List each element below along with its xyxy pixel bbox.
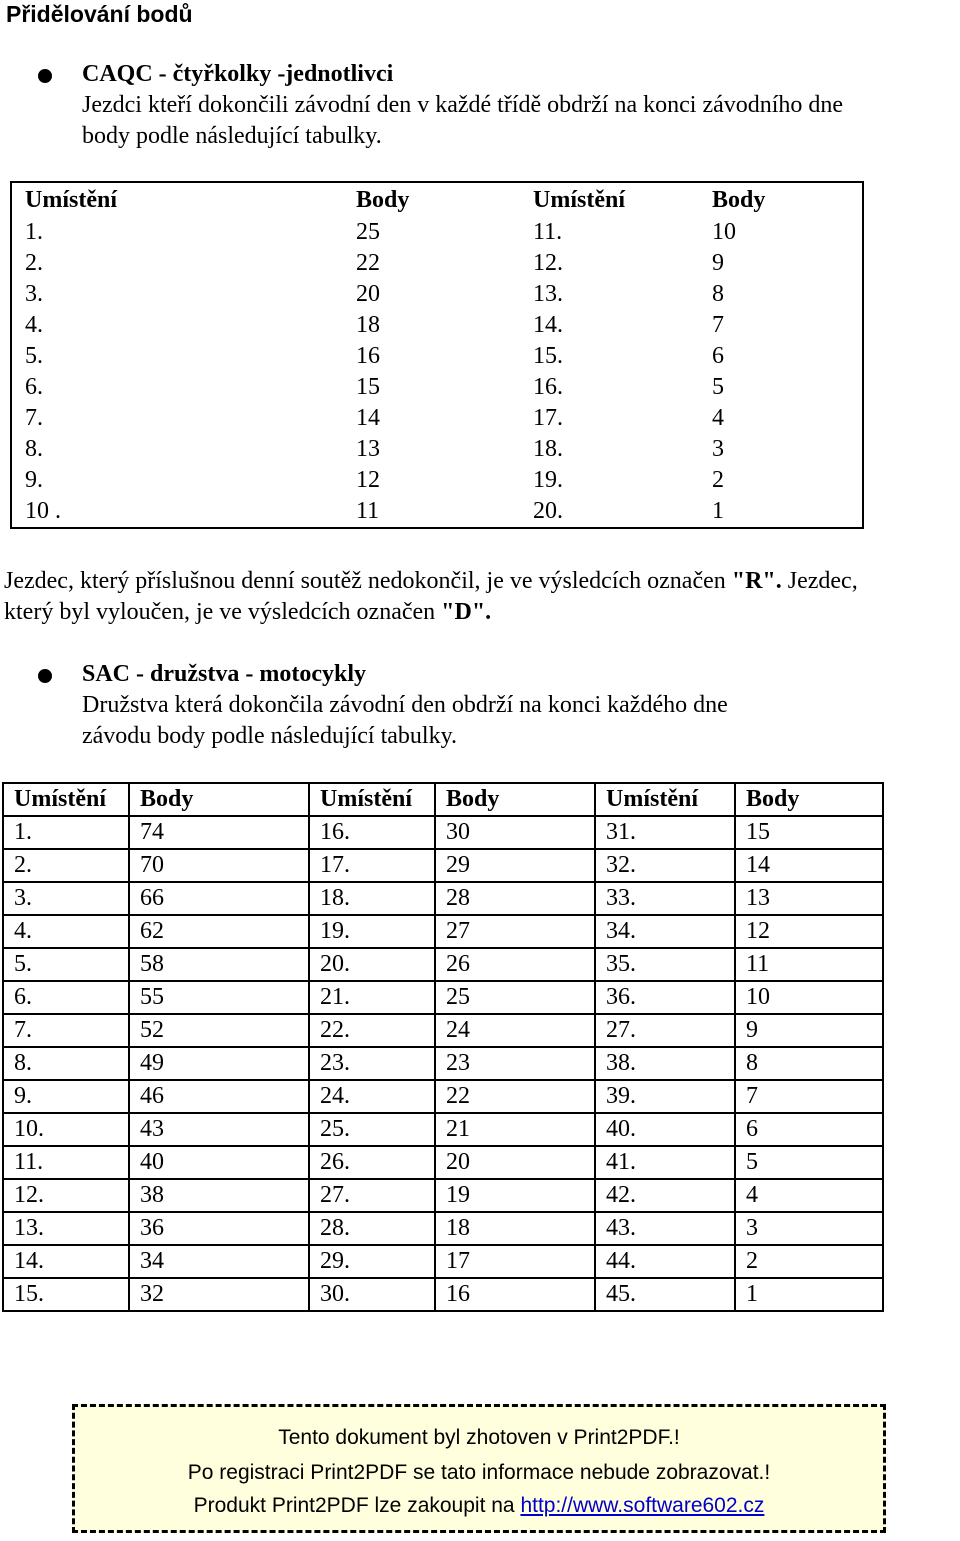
table-cell: 17. [533,405,563,431]
table-cell: 12. [533,250,563,276]
table-cell: 7 [712,312,724,338]
table-cell: 3. [25,281,43,307]
table-cell: 9. [3,1080,129,1113]
table-cell: 2. [25,250,43,276]
table-cell: 4 [712,405,724,431]
table-cell: 52 [129,1014,309,1047]
table-cell: 34 [129,1245,309,1278]
table-row [3,1245,883,1278]
table-cell: 70 [129,849,309,882]
table-row [3,1146,883,1179]
table-row [3,816,883,849]
table-cell: 18 [435,1212,595,1245]
table-cell: 2 [712,467,724,493]
table-row [11,248,863,279]
software602-link[interactable]: http://www.software602.cz [520,1494,765,1517]
table-header-cell: Umístění [309,783,435,816]
table-cell: 10. [3,1113,129,1146]
table-cell: 16. [309,816,435,849]
table-cell: 42. [595,1179,735,1212]
table-cell: 16 [435,1278,595,1311]
table-cell: 1 [712,498,724,524]
table-cell: 26 [435,948,595,981]
table-cell: 33. [595,882,735,915]
table-cell: 20 [356,281,380,307]
table-row [3,1080,883,1113]
table-cell: 15. [533,343,563,369]
table-cell: 5. [25,343,43,369]
table-cell: 18. [533,436,563,462]
table-cell: 10 [735,981,883,1014]
table-cell: 74 [129,816,309,849]
points-table-individuals [10,181,864,529]
bullet-icon [38,669,52,683]
table-cell: 21 [435,1113,595,1146]
page-title: Přidělování bodů [6,1,193,27]
table-cell: 34. [595,915,735,948]
table-row [11,217,863,248]
table-row [3,915,883,948]
table-cell: 30. [309,1278,435,1311]
table-header-cell: Umístění [3,783,129,816]
table-cell: 15 [735,816,883,849]
table-row [3,1212,883,1245]
table-header-cell: Body [435,783,595,816]
table-header-cell: Umístění [25,186,117,213]
section-text-line: závodu body podle následující tabulky. [82,723,458,749]
table-row [3,849,883,882]
table-row [3,1047,883,1080]
section-text-line: Družstva která dokončila závodní den obdrží na konci každého dne [82,692,728,718]
table-cell: 36. [595,981,735,1014]
table-row [3,1179,883,1212]
table-cell: 25 [435,981,595,1014]
table-cell: 20. [533,498,563,524]
table-cell: 16 [356,343,380,369]
table-header-row [11,182,863,217]
table-cell: 9 [735,1014,883,1047]
table-cell: 18. [309,882,435,915]
table-cell: 14 [356,405,380,431]
table-cell: 36 [129,1212,309,1245]
section-heading: CAQC - čtyřkolky -jednotlivci [82,61,394,87]
banner-line [75,1493,883,1519]
table-header-cell: Umístění [533,186,625,213]
table-cell: 12 [735,915,883,948]
table-cell: 38 [129,1179,309,1212]
table-cell: 14 [735,849,883,882]
table-cell: 13 [356,436,380,462]
table-row [11,279,863,310]
table-header-cell: Body [712,186,766,213]
table-cell: 11. [3,1146,129,1179]
table-cell: 43 [129,1113,309,1146]
table-cell: 40 [129,1146,309,1179]
table-cell: 10 . [25,498,61,524]
table-cell: 2. [3,849,129,882]
table-cell: 20. [309,948,435,981]
table-row [11,341,863,372]
table-cell: 46 [129,1080,309,1113]
table-cell: 38. [595,1047,735,1080]
table-cell: 8 [712,281,724,307]
table-cell: 18 [356,312,380,338]
table-cell: 1. [25,219,43,245]
table-cell: 43. [595,1212,735,1245]
table-cell: 27 [435,915,595,948]
table-cell: 22 [356,250,380,276]
table-cell: 35. [595,948,735,981]
table-cell: 28 [435,882,595,915]
table-cell: 32 [129,1278,309,1311]
table-cell: 5. [3,948,129,981]
table-cell: 23. [309,1047,435,1080]
table-cell: 6 [712,343,724,369]
note-line [4,597,491,628]
table-cell: 10 [712,219,736,245]
table-cell: 8 [735,1047,883,1080]
banner-text: Produkt Print2PDF lze zakoupit na [193,1494,521,1517]
table-cell: 15 [356,374,380,400]
table-cell: 14. [533,312,563,338]
table-cell: 39. [595,1080,735,1113]
table-cell: 40. [595,1113,735,1146]
table-cell: 7. [3,1014,129,1047]
note-code-d: "D". [441,599,492,625]
note-text: Jezdec, [781,568,858,594]
table-cell: 9 [712,250,724,276]
bullet-icon [38,69,52,83]
table-cell: 13. [533,281,563,307]
table-cell: 1 [735,1278,883,1311]
table-cell: 66 [129,882,309,915]
table-cell: 4. [3,915,129,948]
table-cell: 3 [735,1212,883,1245]
table-cell: 11. [533,219,563,245]
table-header-cell: Body [129,783,309,816]
table-cell: 6. [3,981,129,1014]
table-cell: 6 [735,1113,883,1146]
table-row [3,1113,883,1146]
print2pdf-banner [72,1404,886,1533]
table-cell: 22 [435,1080,595,1113]
table-cell: 41. [595,1146,735,1179]
table-cell: 29 [435,849,595,882]
table-cell: 28. [309,1212,435,1245]
table-cell: 8. [3,1047,129,1080]
table-cell: 13. [3,1212,129,1245]
table-cell: 45. [595,1278,735,1311]
table-header-row [3,783,883,816]
section-text-line: Jezdci kteří dokončili závodní den v každé třídě obdrží na konci závodního dne [82,92,844,118]
table-cell: 6. [25,374,43,400]
table-cell: 19. [309,915,435,948]
table-cell: 7 [735,1080,883,1113]
table-row [11,496,863,528]
table-cell: 21. [309,981,435,1014]
table-cell: 55 [129,981,309,1014]
table-cell: 58 [129,948,309,981]
note-line [4,566,858,597]
section-heading: SAC - družstva - motocykly [82,661,366,687]
table-cell: 22. [309,1014,435,1047]
table-row [11,465,863,496]
table-cell: 11 [735,948,883,981]
table-header-cell: Body [735,783,883,816]
banner-line: Po registraci Print2PDF se tato informace nebude zobrazovat.! [187,1461,771,1484]
table-row [11,434,863,465]
table-cell: 27. [595,1014,735,1047]
table-cell: 20 [435,1146,595,1179]
table-cell: 12 [356,467,380,493]
table-cell: 25 [356,219,380,245]
table-cell: 4. [25,312,43,338]
table-cell: 49 [129,1047,309,1080]
table-cell: 27. [309,1179,435,1212]
table-cell: 13 [735,882,883,915]
table-cell: 8. [25,436,43,462]
note-text: který byl vyloučen, je ve výsledcích označen [4,599,442,625]
table-cell: 5 [735,1146,883,1179]
table-cell: 19. [533,467,563,493]
table-row [3,981,883,1014]
table-cell: 16. [533,374,563,400]
table-header-cell: Body [356,186,410,213]
table-cell: 19 [435,1179,595,1212]
table-cell: 26. [309,1146,435,1179]
table-cell: 44. [595,1245,735,1278]
table-row [3,882,883,915]
table-row [11,310,863,341]
note-text: Jezdec, který příslušnou denní soutěž nedokončil, je ve výsledcích označen [4,568,732,594]
banner-line: Tento dokument byl zhotoven v Print2PDF.! [278,1426,680,1449]
table-cell: 15. [3,1278,129,1311]
table-cell: 24. [309,1080,435,1113]
table-cell: 62 [129,915,309,948]
table-cell: 2 [735,1245,883,1278]
table-cell: 4 [735,1179,883,1212]
table-cell: 9. [25,467,43,493]
table-cell: 11 [356,498,380,524]
section-text-line: body podle následující tabulky. [82,123,382,149]
table-cell: 14. [3,1245,129,1278]
table-row [11,372,863,403]
table-cell: 17. [309,849,435,882]
table-row [3,948,883,981]
table-cell: 3 [712,436,724,462]
table-cell: 3. [3,882,129,915]
table-row [11,403,863,434]
table-cell: 7. [25,405,43,431]
table-cell: 29. [309,1245,435,1278]
table-cell: 12. [3,1179,129,1212]
table-cell: 5 [712,374,724,400]
table-row [3,1278,883,1311]
table-row [3,1014,883,1047]
table-cell: 32. [595,849,735,882]
table-cell: 23 [435,1047,595,1080]
table-cell: 17 [435,1245,595,1278]
table-cell: 30 [435,816,595,849]
table-cell: 31. [595,816,735,849]
note-code-r: "R". [731,568,782,594]
table-cell: 1. [3,816,129,849]
points-table-teams [2,782,884,1312]
table-cell: 25. [309,1113,435,1146]
table-cell: 24 [435,1014,595,1047]
table-header-cell: Umístění [595,783,735,816]
